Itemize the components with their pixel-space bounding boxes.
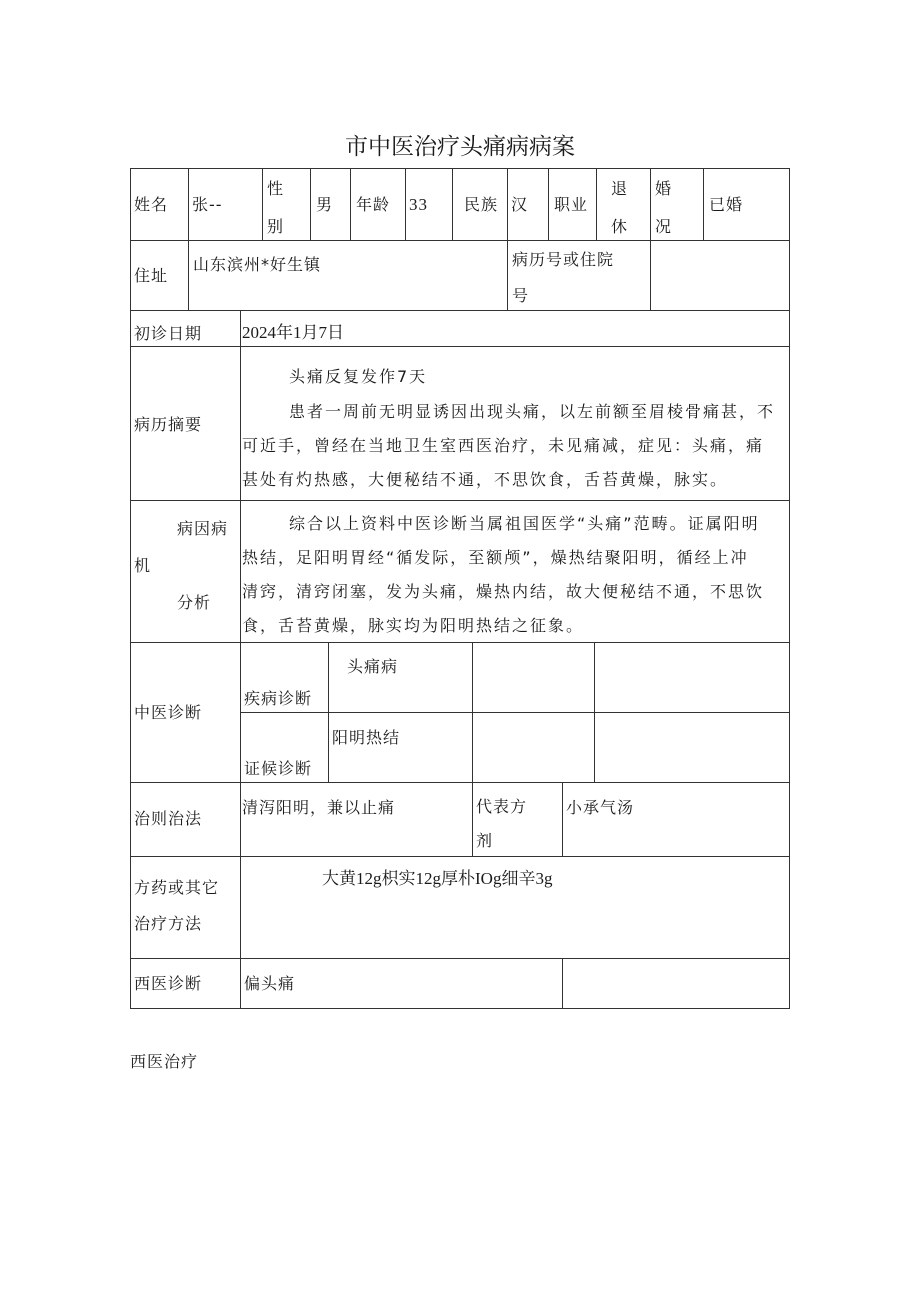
- age-label: 年龄: [356, 195, 391, 214]
- syndrome-diagnosis-value: 阳明热结: [332, 728, 401, 747]
- etiology-line-4: 食，舌苔黄燥，脉实均为阳明热结之征象。: [242, 616, 585, 635]
- history-line-3: 可近手，曾经在当地卫生室西医治疗，未见痛减，症见：头痛，痛: [242, 436, 765, 455]
- job-value-bottom: 休: [611, 217, 629, 236]
- disease-diagnosis-value: 头痛病: [347, 657, 399, 676]
- first-visit-date-label: 初诊日期: [134, 324, 203, 343]
- sex-label-top: 性: [267, 179, 285, 198]
- marital-label-top: 婚: [655, 179, 673, 198]
- treatment-principle-label: 治则治法: [134, 809, 203, 828]
- etiology-label-3: 分析: [177, 593, 212, 612]
- name-value: 张--: [192, 195, 223, 214]
- syndrome-diagnosis-label: 证候诊断: [244, 759, 313, 778]
- prescription-label-bottom: 治疗方法: [134, 914, 203, 933]
- representative-formula-label-bottom: 剂: [476, 831, 494, 850]
- prescription-label-top: 方药或其它: [134, 878, 220, 897]
- disease-diagnosis-label: 疾病诊断: [244, 689, 313, 708]
- job-value-top: 退: [611, 179, 629, 198]
- prescription-value: 大黄12g枳实12g厚朴IOg细辛3g: [322, 869, 553, 888]
- record-number-label-top: 病历号或住院: [512, 250, 615, 269]
- tcm-diagnosis-label: 中医诊断: [134, 703, 203, 722]
- marital-label-bottom: 况: [655, 217, 673, 236]
- address-label: 住址: [134, 266, 169, 285]
- history-line-2: 患者一周前无明显诱因出现头痛，以左前额至眉棱骨痛甚，不: [289, 402, 776, 421]
- western-diagnosis-label: 西医诊断: [134, 974, 203, 993]
- name-label: 姓名: [134, 195, 169, 214]
- history-line-1: 头痛反复发作7天: [289, 367, 428, 386]
- age-value: 33: [409, 195, 428, 214]
- western-diagnosis-value: 偏头痛: [244, 974, 296, 993]
- job-label: 职业: [554, 195, 589, 214]
- etiology-line-3: 清窍，清窍闭塞，发为头痛，燥热内结，故大便秘结不通，不思饮: [242, 582, 765, 601]
- etiology-line-1: 综合以上资料中医诊断当属祖国医学“头痛”范畴。证属阳明: [289, 514, 760, 533]
- etiology-line-2: 热结，足阳明胃经“循发际，至额颅”，燥热结聚阳明，循经上冲: [242, 548, 749, 567]
- sex-value: 男: [316, 195, 334, 214]
- address-value: 山东滨州*好生镇: [193, 255, 322, 274]
- ethnicity-value: 汉: [511, 195, 529, 214]
- etiology-label-1: 病因病: [177, 519, 229, 538]
- document-title: 市中医治疗头痛病病案: [345, 134, 575, 160]
- representative-formula-value: 小承气汤: [566, 798, 635, 817]
- first-visit-date-value: 2024年1月7日: [242, 323, 344, 342]
- treatment-principle-value: 清泻阳明，兼以止痛: [242, 798, 396, 817]
- sex-label-bottom: 别: [267, 217, 285, 236]
- record-number-label-bottom: 号: [512, 286, 530, 305]
- representative-formula-label-top: 代表方: [476, 797, 528, 816]
- ethnicity-label: 民族: [464, 195, 499, 214]
- medical-history-label: 病历摘要: [134, 415, 203, 434]
- history-line-4: 甚处有灼热感，大便秘结不通，不思饮食，舌苔黄燥，脉实。: [242, 470, 729, 489]
- marital-value: 已婚: [709, 195, 744, 214]
- etiology-label-2: 机: [134, 556, 152, 575]
- western-treatment-heading: 西医治疗: [130, 1052, 199, 1071]
